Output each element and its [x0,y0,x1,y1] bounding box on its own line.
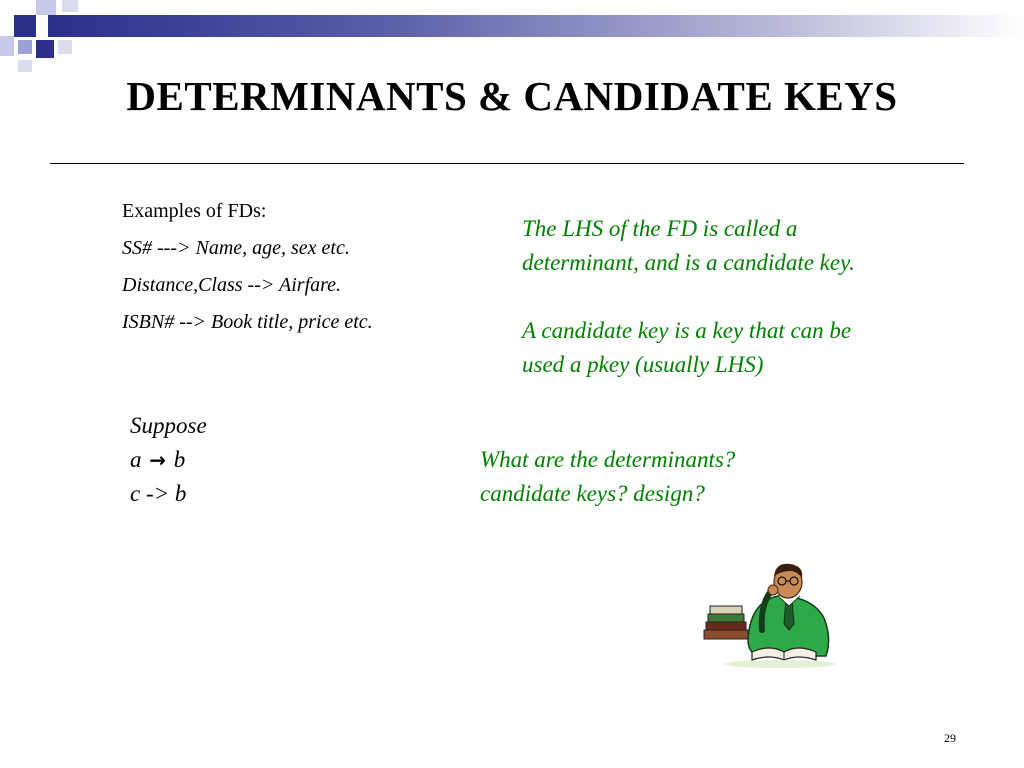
question-line: What are the determinants? [480,447,736,472]
note-line: A candidate key is a key that can be [522,318,852,343]
note-line: The LHS of the FD is called a [522,216,798,241]
question-block [480,443,735,511]
note-line: used a pkey (usually LHS) [522,352,764,377]
fd-example-item: SS# ---> Name, age, sex etc. [122,237,350,259]
deco-square [62,0,78,12]
deco-square [58,40,72,54]
suppose-block [130,409,207,511]
candidate-key-note [522,314,851,382]
man-reading-books-icon [700,560,840,670]
deco-square [18,60,32,72]
deco-square [0,36,14,56]
fd-example-item: Distance,Class --> Airfare. [122,274,342,296]
fd-line [130,443,207,477]
deco-square [18,40,32,54]
fd-lhs: a [130,447,142,472]
suppose-label: Suppose [130,413,207,438]
fd-examples-heading: Examples of FDs: [122,200,267,222]
header-gradient-bar [48,15,1024,37]
slide-title: DETERMINANTS & CANDIDATE KEYS [126,73,898,119]
arrow-right-icon: → [149,448,167,472]
fd-examples [122,193,373,341]
fd-rhs: b [173,447,186,472]
page-number: 29 [944,731,956,745]
question-line: candidate keys? design? [480,481,705,506]
fd-example-item: ISBN# --> Book title, price etc. [122,311,373,333]
note-line: determinant, and is a candidate key. [522,250,855,275]
determinant-note [522,212,855,280]
title-divider [50,163,964,164]
fd-line: c -> b [130,481,187,506]
deco-square [36,40,54,58]
deco-square [14,15,36,37]
deco-square [36,0,56,15]
deco-square [36,20,48,32]
